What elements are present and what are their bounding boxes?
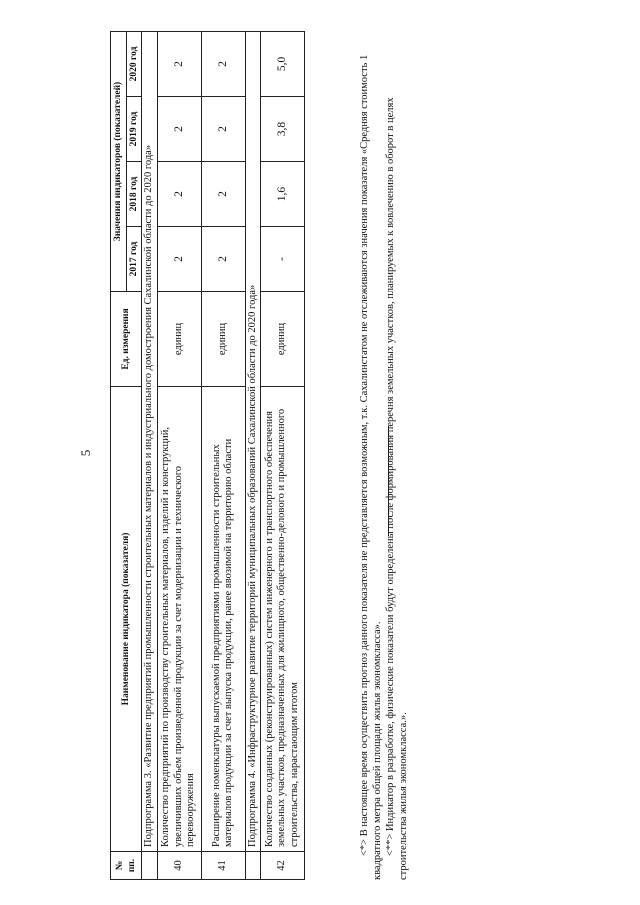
- header-values-group: Значения индикаторов (показателей): [111, 31, 127, 291]
- row-value-2019: 3,8: [261, 97, 305, 162]
- row-value-2018: 2: [157, 162, 201, 227]
- footnotes: [358, 32, 410, 880]
- row-value-2020: 2: [157, 31, 201, 96]
- row-value-2017: 2: [157, 227, 201, 292]
- row-num: 40: [157, 852, 201, 880]
- row-value-2018: 2: [201, 162, 245, 227]
- row-name: Количество созданных (реконструированных) систем инженерного и транспортного обеспечения земельных участков, предназначенных для жилищного, общественно-делового и промышленного строительства, нарастающим итогом: [261, 387, 305, 852]
- table-row: [201, 31, 245, 879]
- rotated-page-content: [110, 32, 409, 880]
- row-value-2020: 2: [201, 31, 245, 96]
- header-year-2020: 2020 год: [126, 31, 142, 96]
- row-unit: единиц: [261, 292, 305, 387]
- row-unit: единиц: [201, 292, 245, 387]
- row-value-2020: 5,0: [261, 31, 305, 96]
- subprogram-row: [142, 31, 158, 879]
- separator-line: [388, 426, 389, 536]
- header-year-2017: 2017 год: [126, 227, 142, 292]
- header-num: № пп.: [111, 852, 142, 880]
- row-num: 42: [261, 852, 305, 880]
- subprogram-4-title: Подпрограмма 4. «Инфраструктурное развитие территорий муниципальных образований Сахалинской области до 2020 года»: [245, 31, 261, 851]
- table-row: [157, 31, 201, 879]
- row-value-2019: 2: [201, 97, 245, 162]
- row-name: Расширение номенклатуры выпускаемой предприятиями промышленности строительных материалов продукции за счет выпуска продукции, ранее ввозимой на территорию области: [201, 387, 245, 852]
- table-row: [261, 31, 305, 879]
- row-value-2017: 2: [201, 227, 245, 292]
- header-year-2019: 2019 год: [126, 97, 142, 162]
- header-unit: Ед. измерения: [111, 292, 142, 387]
- row-value-2017: -: [261, 227, 305, 292]
- header-row: [111, 31, 127, 879]
- row-unit: единиц: [157, 292, 201, 387]
- row-value-2018: 1,6: [261, 162, 305, 227]
- page-number: 5: [78, 449, 93, 457]
- indicators-table: [110, 31, 305, 880]
- row-value-2019: 2: [157, 97, 201, 162]
- row-name: Количество предприятий по производству строительных материалов, изделий и конструкций, увеличивших объем произведенной продукции за счет модернизации и технического перевооружения: [157, 387, 201, 852]
- row-num: 41: [201, 852, 245, 880]
- header-year-2018: 2018 год: [126, 162, 142, 227]
- subprogram-row: [245, 31, 261, 879]
- footnote-2: <**> Индикатор в разработке, физические показатели будут определены после формирования перечня земельных участков, планируемых к вовлечению в оборот в целях строительства жилья экономкласса.».: [385, 97, 409, 880]
- subprogram-3-title: Подпрограмма 3. «Развитие предприятий промышленности строительных материалов и индустриального домостроения Сахалинской области до 2020 года»: [142, 31, 158, 851]
- footnote-1: <*> В настоящее время осуществить прогноз данного показателя не представляется возможным, т.к. Сахалинстатом не отслеживаются значения показателя «Средняя стоимость 1 квадратного метра общей площади жилья экономкласса».: [359, 54, 383, 880]
- header-name: Наименование индикатора (показателя): [111, 387, 142, 852]
